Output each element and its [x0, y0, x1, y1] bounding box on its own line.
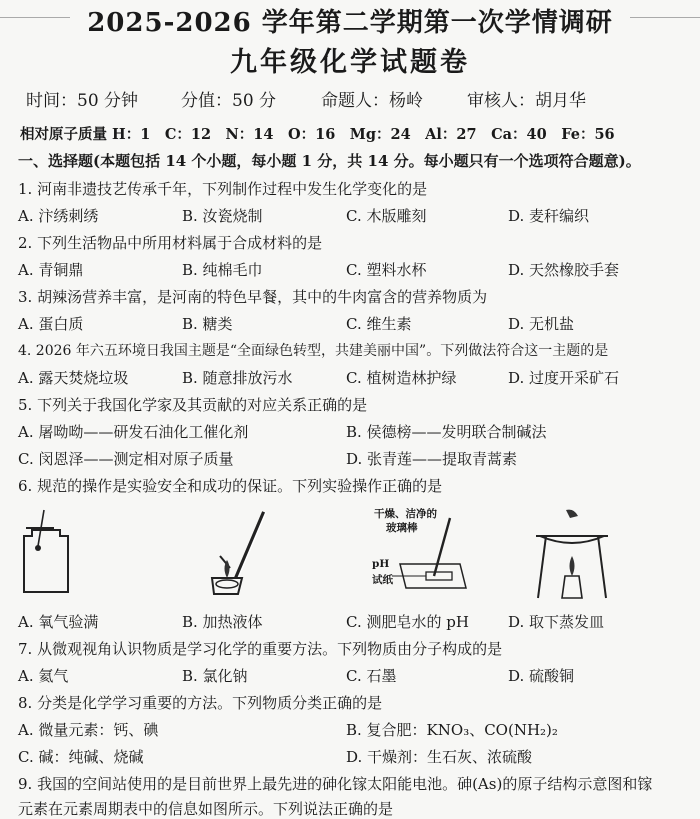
option-d: D. 硫酸铜 — [508, 667, 575, 685]
exam-subtitle: 九年级化学试题卷 — [230, 47, 470, 78]
option-d: D. 无机盐 — [508, 315, 575, 333]
question-stem-continued: 元素在元素周期表中的信息如图所示。下列说法正确的是 — [18, 800, 394, 818]
option-a: A. 屠呦呦——研发石油化工催化剂 — [18, 423, 249, 441]
option-a: A. 露天焚烧垃圾 — [18, 369, 129, 387]
question-stem: 2. 下列生活物品中所用材料属于合成材料的是 — [18, 234, 323, 252]
question-stem: 8. 分类是化学学习重要的方法。下列物质分类正确的是 — [18, 694, 383, 712]
option-b: B. 加热液体 — [182, 613, 263, 631]
question-stem: 1. 河南非遗技艺传承千年，下列制作过程中发生化学变化的是 — [18, 180, 428, 198]
option-a: A. 蛋白质 — [18, 315, 84, 333]
option-c: C. 维生素 — [346, 315, 412, 333]
figure-label-rod: 干燥、洁净的 — [374, 508, 437, 520]
option-c: C. 石墨 — [346, 667, 397, 685]
figure-evaporating-dish — [532, 506, 612, 602]
question-stem: 6. 规范的操作是实验安全和成功的保证。下列实验操作正确的是 — [18, 477, 443, 495]
figure-label-ph: pH — [372, 558, 390, 570]
option-a: A. 氦气 — [18, 667, 69, 685]
option-a: A. 青铜鼎 — [18, 261, 84, 279]
option-a: A. 微量元素：钙、碘 — [18, 721, 159, 739]
option-b: B. 复合肥：KNO₃、CO(NH₂)₂ — [346, 721, 558, 739]
option-c: C. 测肥皂水的 pH — [346, 613, 469, 631]
option-c: C. 碱：纯碱、烧碱 — [18, 748, 144, 766]
time-label: 时间：50 分钟 — [26, 91, 139, 111]
figure-oxygen-check — [14, 506, 74, 596]
option-c: C. 木版雕刻 — [346, 207, 427, 225]
question-stem: 9. 我国的空间站使用的是目前世界上最先进的砷化镓太阳能电池。砷(As)的原子结构示意图和镓 — [18, 775, 653, 793]
reviewer-label: 审核人：胡月华 — [467, 91, 586, 111]
exam-title: 2025-2026 学年第二学期第一次学情调研 — [87, 8, 613, 38]
option-b: B. 汝瓷烧制 — [182, 207, 263, 225]
option-d: D. 天然橡胶手套 — [508, 261, 620, 279]
figure-label-paper: 试纸 — [372, 574, 393, 586]
option-b: B. 糖类 — [182, 315, 233, 333]
option-d: D. 干燥剂：生石灰、浓硫酸 — [346, 748, 533, 766]
option-d: D. 取下蒸发皿 — [508, 613, 605, 631]
question-stem: 7. 从微观视角认识物质是学习化学的重要方法。下列物质由分子构成的是 — [18, 640, 503, 658]
option-d: D. 张青莲——提取青蒿素 — [346, 450, 518, 468]
option-b: B. 纯棉毛巾 — [182, 261, 263, 279]
option-d: D. 麦秆编织 — [508, 207, 590, 225]
author-label: 命题人：杨岭 — [321, 91, 423, 111]
option-b: B. 氯化钠 — [182, 667, 248, 685]
option-c: C. 植树造林护绿 — [346, 369, 457, 387]
option-c: C. 闵恩泽——测定相对原子质量 — [18, 450, 234, 468]
option-a: A. 氧气验满 — [18, 613, 99, 631]
question-stem: 5. 下列关于我国化学家及其贡献的对应关系正确的是 — [18, 396, 368, 414]
figure-heating-liquid — [200, 508, 280, 598]
question-stem: 3. 胡辣汤营养丰富，是河南的特色早餐，其中的牛肉富含的营养物质为 — [18, 288, 488, 306]
section-heading: 一、选择题(本题包括 14 个小题，每小题 1 分，共 14 分。每小题只有一个选项符合题意)。 — [18, 152, 641, 170]
score-label: 分值：50 分 — [181, 91, 277, 111]
option-b: B. 随意排放污水 — [182, 369, 293, 387]
option-b: B. 侯德榜——发明联合制碱法 — [346, 423, 547, 441]
figure-label-rod-line2: 玻璃棒 — [386, 522, 418, 534]
question-stem: 4. 2026 年六五环境日我国主题是“全面绿色转型，共建美丽中国”。下列做法符合这一主题的是 — [18, 343, 609, 359]
option-c: C. 塑料水杯 — [346, 261, 427, 279]
option-a: A. 汴绣刺绣 — [18, 207, 99, 225]
atomic-masses: 相对原子质量 H：1 C：12 N：14 O：16 Mg：24 Al：27 Ca：40 Fe：56 — [20, 126, 615, 143]
option-d: D. 过度开采矿石 — [508, 369, 620, 387]
